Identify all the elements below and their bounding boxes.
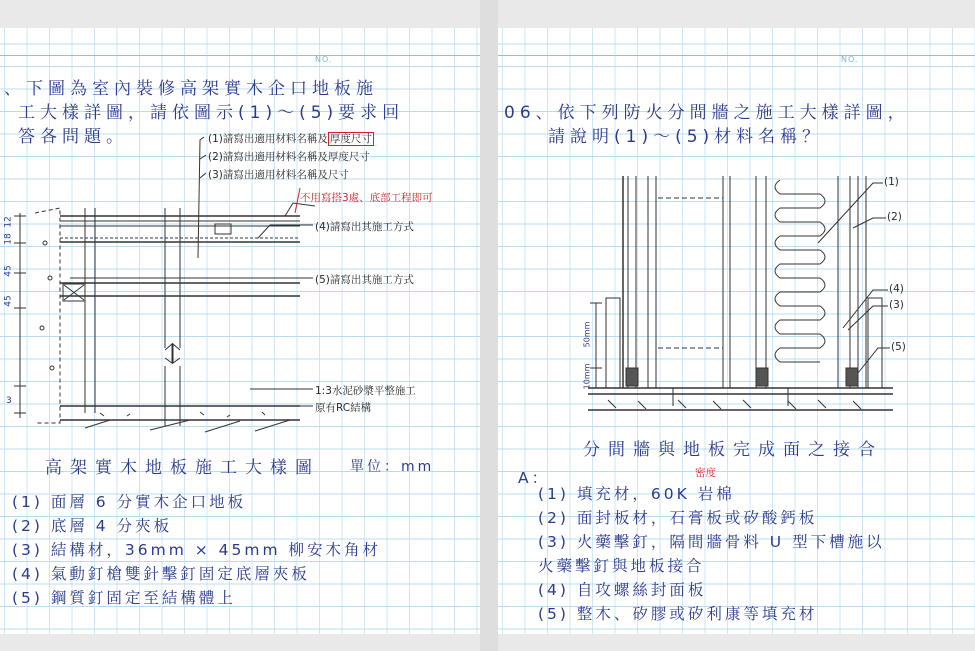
callout-2: (2) (887, 211, 902, 223)
page-number-label: NO. (315, 55, 333, 64)
question-line-3: 答各問題。 (18, 127, 128, 147)
right-notebook-page (498, 28, 975, 634)
callout-3: (3)請寫出適用材料名稱及尺寸 (208, 169, 349, 181)
callout-4: (4)請寫出其施工方式 (315, 221, 414, 233)
answer-label: A： (518, 469, 551, 487)
answer-2: (2) 面封板材，石膏板或矽酸鈣板 (538, 509, 818, 527)
callout-1-boxed-text: 厚度尺寸 (329, 133, 372, 145)
callout-5: (5) (891, 341, 906, 353)
answer-1: (1) 面層 6 分實木企口地板 (12, 493, 247, 511)
answer-3: (3) 結構材，36mm × 45mm 柳安木角材 (12, 541, 381, 559)
answer-5: (5) 整木、矽膠或矽利康等填充材 (538, 605, 818, 623)
dim-3: 3 (6, 396, 12, 406)
callout-5: (5)請寫出其施工方式 (315, 274, 414, 286)
red-annotation: 密度 (695, 467, 716, 479)
drawing-caption: 分間牆與地板完成面之接合 (583, 440, 883, 460)
callout-1: (1) (884, 176, 899, 188)
callout-4: (4) (889, 283, 904, 295)
question-line-2: 工大樣詳圖，請依圖示(1)～(5)要求回 (18, 103, 405, 123)
red-annotation: 不用寫搭3處、底部工程即可 (300, 192, 433, 204)
callout-3: (3) (889, 299, 904, 311)
floor-section-drawing (0, 28, 480, 448)
answer-4: (4) 氣動釘槍雙針擊釘固定底層夾板 (12, 565, 310, 583)
answer-3: (3) 火藥擊釘，隔間牆骨料 U 型下槽施以 (538, 533, 885, 551)
dim-18: 18 (3, 233, 14, 245)
dim-45-a: 45 (3, 265, 14, 277)
unit-label: 單位：mm (350, 459, 435, 475)
question-line-1: 、下圖為室內裝修高架實木企口地板施 (4, 79, 378, 99)
answer-4: (4) 自攻螺絲封面板 (538, 581, 707, 599)
base-label-rc: 原有RC結構 (315, 402, 372, 414)
dim-50mm: 50mm (582, 321, 592, 348)
left-notebook-page (0, 28, 480, 634)
base-label-mortar: 1:3水泥砂漿平整施工 (315, 385, 416, 397)
answer-1: (1) 填充材，60K 岩棉 (538, 485, 735, 503)
question-line-1: 06、依下列防火分間牆之施工大樣詳圖， (504, 103, 910, 123)
answer-5: (5) 鋼質釘固定至結構體上 (12, 589, 236, 607)
callout-1: (1)請寫出適用材料名稱及 厚度尺寸 (208, 133, 372, 145)
dim-12: 12 (3, 216, 14, 228)
callout-2: (2)請寫出適用材料名稱及厚度尺寸 (208, 151, 370, 163)
answer-3-continued: 火藥擊釘與地板接合 (538, 557, 705, 575)
drawing-caption: 高架實木地板施工大樣圖 (45, 458, 320, 478)
dim-45-b: 45 (3, 295, 14, 307)
answer-2: (2) 底層 4 分夾板 (12, 517, 173, 535)
binding-gutter (480, 0, 498, 651)
partition-wall-drawing (498, 28, 975, 448)
dim-10mm: 10mm (582, 363, 592, 390)
question-line-2: 請說明(1)～(5)材料名稱？ (548, 127, 825, 147)
page-number-label: NO. (841, 55, 859, 64)
